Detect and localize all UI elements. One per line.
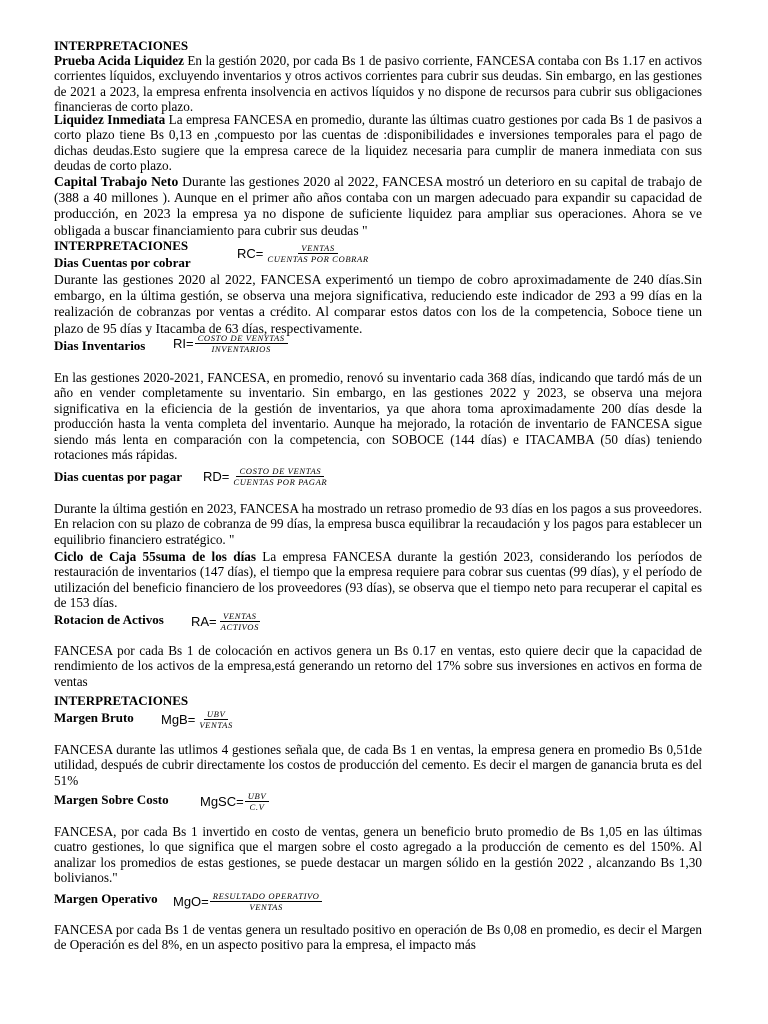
ciclo-caja-text: La empresa FANCESA durante la gestión 2023, considerando los períodos de restauración de inventarios (147 días), el tiempo que la empresa requiere para cobrar sus cuentas (99 días), y el período de utilización del beneficio financiero de los proveedores (93 días), se observa que el tiempo neto para recuperar el capital es de 153 días. xyxy=(54,549,702,611)
prueba-acida-text: En la gestión 2020, por cada Bs 1 de pasivo corriente, FANCESA contaba con Bs 1.17 en activos corrientes líquidos, excluyendo inventarios y otros activos corrientes para cubrir sus deudas. Sin embargo, en las gestiones de 2021 a 2023, la empresa enfrenta insolvencia en activos líquidos y no dispone de recursos para cubrir sus obligaciones financieras de corto plazo. xyxy=(54,53,702,115)
section-heading: INTERPRETACIONES xyxy=(54,693,189,708)
formula-denominator: CUENTAS POR PAGAR xyxy=(233,477,328,487)
formula-numerator: RESULTADO OPERATIVO xyxy=(210,891,323,902)
margen-operativo-text: FANCESA por cada Bs 1 de ventas genera un resultado positivo en operación de Bs 0,08 en promedio, es decir el Margen de Operación es del 8%, en un aspecto positivo para la empresa, el impacto más xyxy=(54,922,702,953)
formula-denominator: C.V xyxy=(249,802,265,812)
formula-numerator: VENTAS xyxy=(298,243,338,254)
formula-denominator: ACTIVOS xyxy=(220,622,259,632)
formula-numerator: UBV xyxy=(245,791,270,802)
rotacion-activos-title: Rotacion de Activos xyxy=(54,612,164,627)
dias-inventarios-title: Dias Inventarios xyxy=(54,338,146,353)
formula-label: RA= xyxy=(191,614,217,629)
capital-trabajo-title: Capital Trabajo Neto xyxy=(54,174,179,189)
dias-cobrar-title: Dias Cuentas por cobrar xyxy=(54,255,191,270)
liquidez-inmediata-text: La empresa FANCESA en promedio, durante las últimas cuatro gestiones por cada Bs 1 de pasivos a corto plazo tiene Bs 0,13 en ,compuesto por las cuentas de :disponibilidades e inversiones temporales para el pago de dichas deudas.Esto sugiere que la empresa carece de la liquidez necesaria para cumplir de manera inmediata con sus deudas de corto plazo. xyxy=(54,112,702,174)
mgsc-formula xyxy=(200,791,269,812)
rd-formula xyxy=(203,466,330,487)
formula-label: MgB= xyxy=(161,712,196,727)
ciclo-caja-paragraph xyxy=(54,549,702,611)
margen-operativo-title: Margen Operativo xyxy=(54,891,158,906)
formula-label: RI= xyxy=(173,336,194,351)
prueba-acida-title: Prueba Acida Liquidez xyxy=(54,53,184,68)
dias-cobrar-text: Durante las gestiones 2020 al 2022, FANCESA experimentó un tiempo de cobro aproximadamente de 240 días.Sin embargo, en la última gestión, se observa una mejora significativa, reduciendo este indicador de 293 a 99 días en la realización de cobranzas por ventas a crédito. Al comparar estos datos con los de la competencia, Soboce tiene un plazo de 95 días y Itacamba de 63 días, respectivamente. xyxy=(54,272,702,336)
section-heading: INTERPRETACIONES xyxy=(54,238,189,253)
formula-numerator: COSTO DE VENYTAS xyxy=(195,333,288,344)
dias-pagar-title: Dias cuentas por pagar xyxy=(54,469,182,484)
formula-denominator: INVENTARIOS xyxy=(211,344,271,354)
ra-formula xyxy=(191,611,262,632)
rotacion-activos-text: FANCESA por cada Bs 1 de colocación en activos genera un Bs 0.17 en ventas, esto quiere decir que la capacidad de rendimiento de los activos de la empresa,está generando un retorno del 17% sobre sus inversiones en activos en forma de ventas xyxy=(54,643,702,689)
dias-inventarios-text: En las gestiones 2020-2021, FANCESA, en promedio, renovó su inventario cada 368 días, indicando que tardó más de un año en vender completamente su inventario. Sin embargo, en las gestiones 2022 y 2023, se observa una mejora significativa en la eficiencia de la gestión de inventarios, ya que ahora toma aproximadamente 200 días desde la producción hasta la venta completa del inventario. Aunque ha mejorado, la rotación de inventario de FANCESA sigue siendo más lenta en comparación con la competencia, con SOBOCE (144 días) e ITACAMBA (50 días) teniendo rotaciones más rápidas. xyxy=(54,370,702,463)
margen-bruto-title: Margen Bruto xyxy=(54,710,134,725)
prueba-acida-paragraph xyxy=(54,53,702,115)
formula-denominator: CUENTAS POR COBRAR xyxy=(267,254,369,264)
formula-label: RD= xyxy=(203,469,230,484)
formula-label: MgO= xyxy=(173,894,209,909)
formula-denominator: VENTAS xyxy=(199,720,233,730)
dias-pagar-text: Durante la última gestión en 2023, FANCESA ha mostrado un retraso promedio de 93 días en los pagos a sus proveedores. En relacion con su plazo de cobranza de 99 días, la empresa busca equilibrar la recaudación y los pagos para establecer un equilibrio financiero estratégico. " xyxy=(54,501,702,547)
margen-sobre-costo-title: Margen Sobre Costo xyxy=(54,792,169,807)
formula-denominator: VENTAS xyxy=(249,902,283,912)
liquidez-inmediata-title: Liquidez Inmediata xyxy=(54,112,166,127)
formula-numerator: VENTAS xyxy=(220,611,260,622)
formula-numerator: COSTO DE VENTAS xyxy=(236,466,324,477)
liquidez-inmediata-paragraph xyxy=(54,112,702,174)
formula-label: MgSC= xyxy=(200,794,244,809)
formula-numerator: UBV xyxy=(204,709,229,720)
ciclo-caja-title: Ciclo de Caja 55suma de los días xyxy=(54,549,256,564)
capital-trabajo-paragraph xyxy=(54,174,702,239)
mgb-formula xyxy=(161,709,236,730)
section-heading: INTERPRETACIONES xyxy=(54,38,189,53)
ri-formula xyxy=(173,333,288,354)
margen-sobre-costo-text: FANCESA, por cada Bs 1 invertido en costo de ventas, genera un beneficio bruto promedio de Bs 1,05 en las últimas cuatro gestiones, lo que significa que el margen sobre el costo agregado a la producción de cemento es del 150%. Al analizar los promedios de estas gestiones, se puede destacar un margen sólido en la gestión 2022 , alcanzando Bs 1,30 bolivianos." xyxy=(54,824,702,886)
margen-bruto-text: FANCESA durante las utlimos 4 gestiones señala que, de cada Bs 1 en ventas, la empresa genera en promedio Bs 0,51de utilidad, después de cubrir directamente los costos de producción del cemento. Es decir el margen de ganancia bruta es del 51% xyxy=(54,742,702,788)
rc-formula xyxy=(237,243,372,264)
mgo-formula xyxy=(173,891,322,912)
capital-trabajo-text: Durante las gestiones 2020 al 2022, FANCESA mostró un deterioro en su capital de trabajo de (388 a 40 millones ). Aunque en el primer año años contaba con un margen adecuado para expandir su capacidad de producción, en 2023 la empresa ya no dispone de suficiente liquidez para ampliar sus operaciones. Ahora se ve obligada a buscar financiamiento para cubrir sus deudas " xyxy=(54,174,702,238)
formula-label: RC= xyxy=(237,246,264,261)
